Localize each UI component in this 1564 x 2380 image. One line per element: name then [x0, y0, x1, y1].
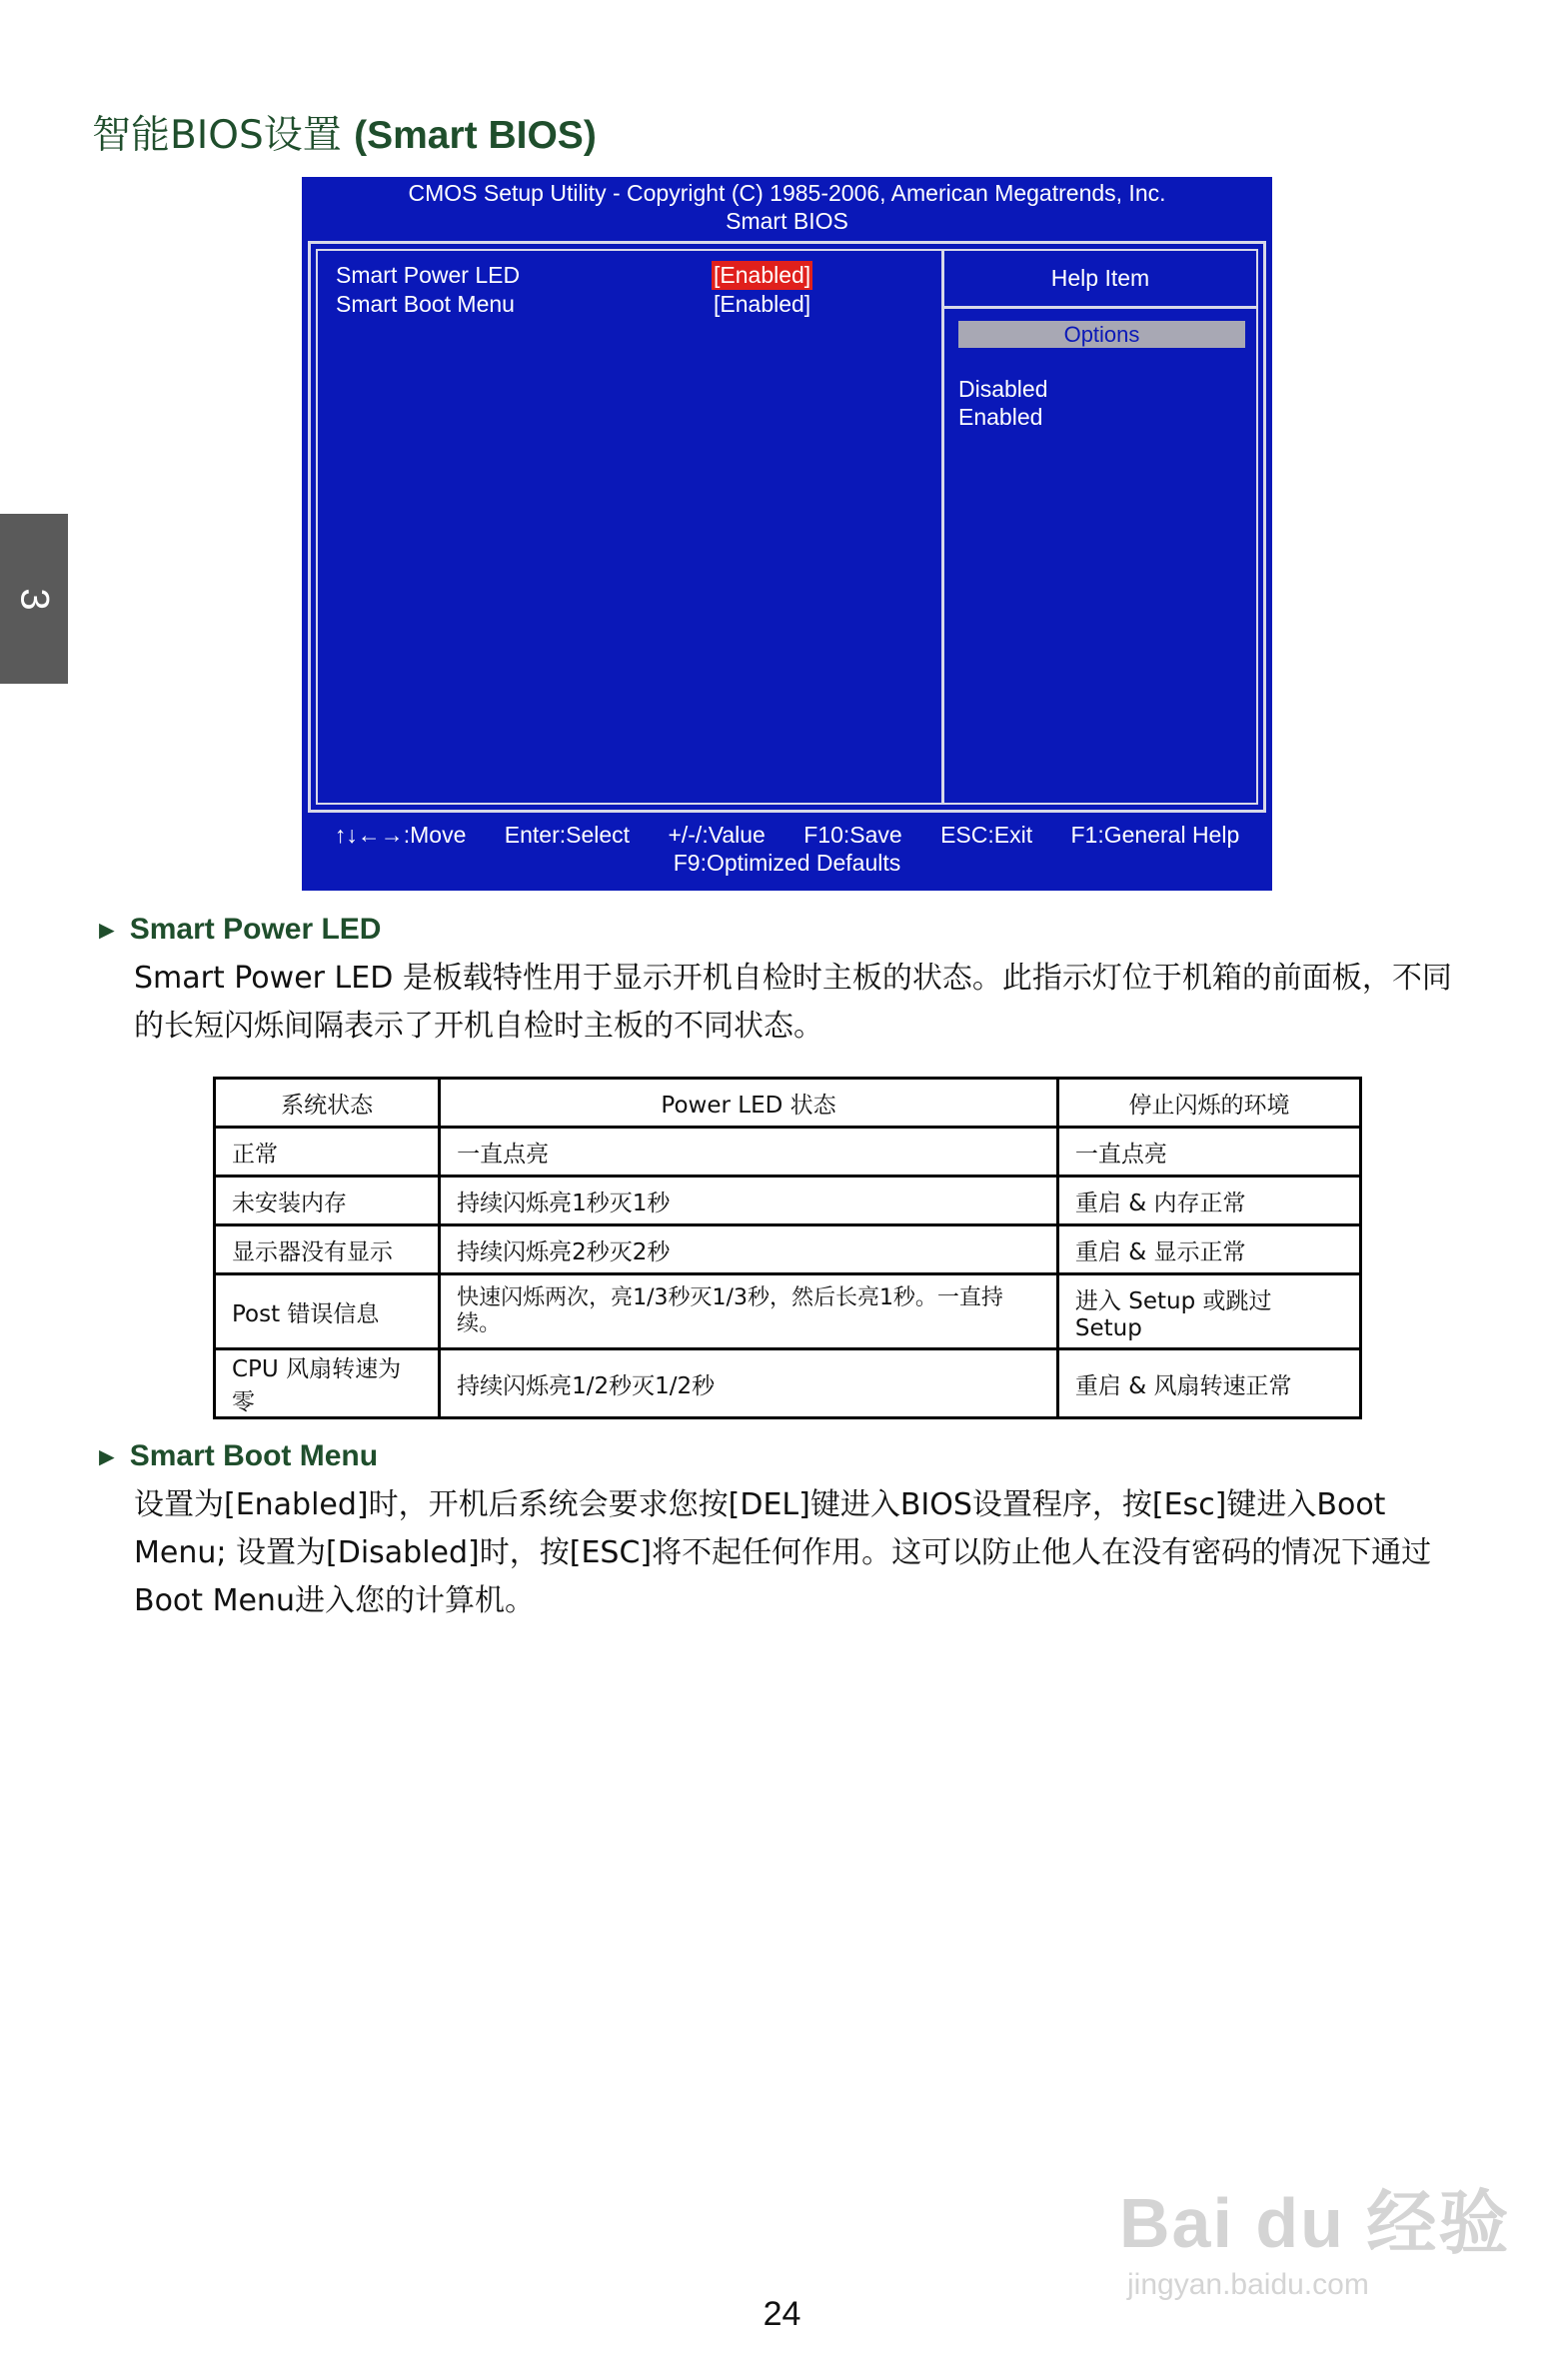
table-cell: 显示器没有显示: [215, 1225, 440, 1274]
table-row: [215, 1177, 1361, 1225]
section-title: Smart Power LED: [129, 913, 382, 946]
bios-header-page: Smart BIOS: [726, 208, 848, 234]
section-heading-boot-menu: [94, 1439, 378, 1473]
table-header-row: [215, 1079, 1361, 1128]
chapter-number: 3: [12, 587, 57, 611]
key-exit: ESC:Exit: [940, 822, 1033, 848]
bullet-arrow-icon: ►: [94, 1441, 120, 1471]
key-move: ↑↓←→:Move: [334, 822, 467, 848]
bios-frame: [308, 241, 1266, 813]
watermark-brand: Bai du 经验: [1119, 2184, 1511, 2262]
table-row: [215, 1225, 1361, 1274]
bios-panel-divider: [941, 251, 944, 803]
section-title: Smart Boot Menu: [129, 1439, 379, 1472]
bios-options-list: [958, 375, 1048, 431]
bios-header-copyright: CMOS Setup Utility - Copyright (C) 1985-2006, American Megatrends, Inc.: [408, 180, 1166, 206]
setting-label: Smart Power LED: [336, 262, 521, 288]
section-heading-power-led: [94, 913, 381, 947]
key-defaults: F9:Optimized Defaults: [673, 850, 901, 876]
table-cell: 一直点亮: [440, 1128, 1058, 1177]
baidu-watermark: [1119, 2167, 1510, 2302]
table-cell: 重启 & 风扇转速正常: [1057, 1349, 1360, 1418]
bios-inner-frame: [316, 249, 1258, 805]
section-paragraph-boot-menu: 设置为[Enabled]时，开机后系统会要求您按[DEL]键进入BIOS设置程序，按[Esc]键进入Boot Menu; 设置为[Disabled]时，按[ESC]将不起任何作用。这可以防止他人在没有密码的情况下通过Boot Menu进入您的计算机。: [134, 1487, 1432, 1618]
table-header-cell: Power LED 状态: [440, 1079, 1058, 1128]
table-header-cell: 停止闪烁的环境: [1057, 1079, 1360, 1128]
key-select: Enter:Select: [504, 822, 631, 848]
table-row: [215, 1128, 1361, 1177]
key-save: F10:Save: [803, 822, 902, 848]
setting-label: Smart Boot Menu: [336, 291, 515, 317]
table-cell-text: 快速闪烁两次，亮1/3秒灭1/3秒，然后长亮1秒。一直持续。: [457, 1285, 1003, 1336]
bios-footer: [302, 821, 1272, 877]
bios-settings-list: [336, 261, 812, 319]
bios-help-title: Help Item: [1050, 265, 1150, 291]
chapter-tab: [0, 514, 68, 684]
bios-help-separator: [944, 306, 1256, 309]
key-help: F1:General Help: [1070, 822, 1240, 848]
table-cell: 重启 & 内存正常: [1057, 1177, 1360, 1225]
led-status-table: [213, 1077, 1362, 1419]
table-cell: 持续闪烁亮2秒灭2秒: [440, 1225, 1058, 1274]
page-title: [92, 104, 597, 160]
setting-value-selected[interactable]: [Enabled]: [714, 262, 811, 288]
table-cell: Post 错误信息: [215, 1274, 440, 1349]
table-cell: 重启 & 显示正常: [1057, 1225, 1360, 1274]
table-cell: 持续闪烁亮1/2秒灭1/2秒: [440, 1349, 1058, 1418]
key-value: +/-/:Value: [668, 822, 766, 848]
setting-value[interactable]: [Enabled]: [714, 291, 811, 317]
bios-option[interactable]: Disabled: [958, 376, 1048, 402]
table-row: [215, 1349, 1361, 1418]
bios-option[interactable]: Enabled: [958, 404, 1043, 430]
bios-key-legend: [302, 821, 1272, 849]
bios-header: [302, 177, 1272, 235]
table-cell: 持续闪烁亮1秒灭1秒: [440, 1177, 1058, 1225]
table-header-cell: 系统状态: [215, 1079, 440, 1128]
bullet-arrow-icon: ►: [94, 915, 120, 945]
page-title-en: (Smart BIOS): [354, 114, 597, 157]
section-paragraph-power-led: Smart Power LED 是板载特性用于显示开机自检时主板的状态。此指示灯位于机箱的前面板，不同的长短闪烁间隔表示了开机自检时主板的不同状态。: [134, 961, 1452, 1044]
table-cell: 未安装内存: [215, 1177, 440, 1225]
page-number: 24: [763, 2295, 801, 2333]
watermark-url: jingyan.baidu.com: [1127, 2268, 1369, 2301]
page-title-cn: 智能BIOS设置: [92, 113, 355, 158]
table-cell: 进入 Setup 或跳过 Setup: [1057, 1274, 1360, 1349]
table-cell: 一直点亮: [1057, 1128, 1360, 1177]
bios-screenshot: [302, 177, 1272, 891]
table-cell: [440, 1274, 1058, 1349]
table-row: [215, 1274, 1361, 1349]
table-cell: 正常: [215, 1128, 440, 1177]
bios-setting-smart-boot-menu[interactable]: [336, 290, 812, 319]
table-cell: CPU 风扇转速为零: [215, 1349, 440, 1418]
bios-options-bar: Options: [958, 321, 1245, 348]
bios-setting-smart-power-led[interactable]: [336, 261, 812, 290]
